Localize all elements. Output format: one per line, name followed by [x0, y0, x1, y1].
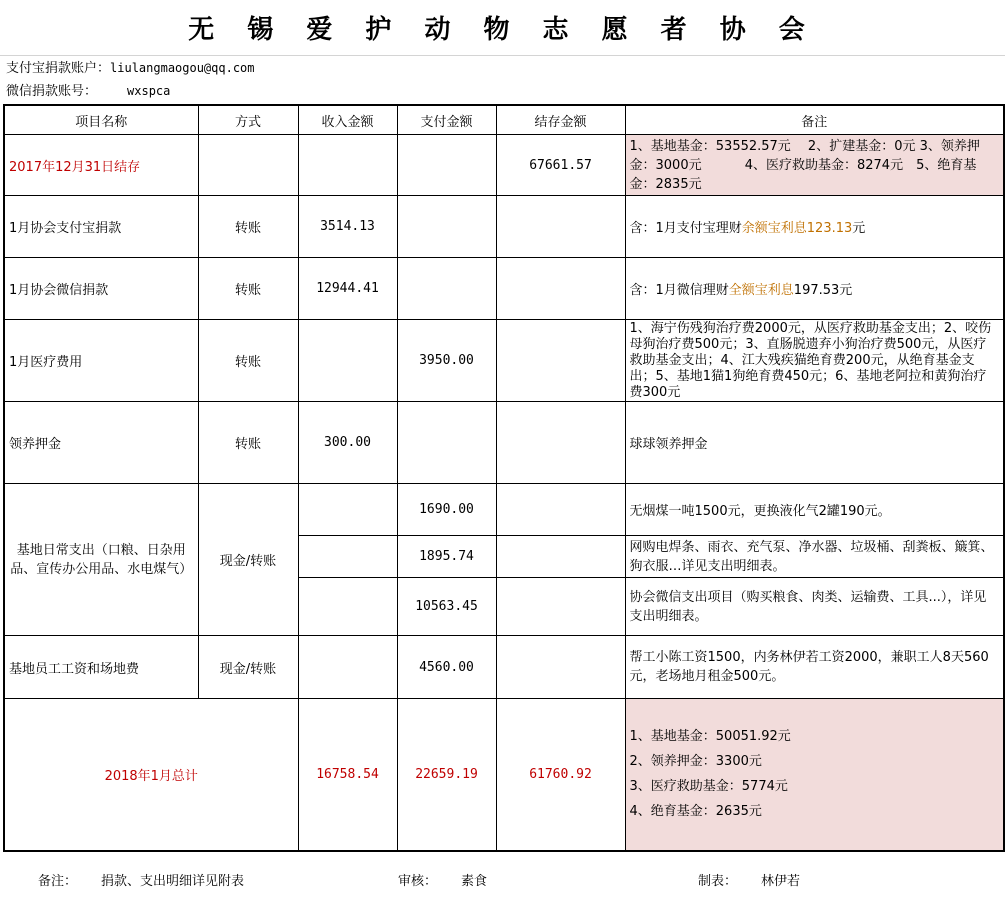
row-method: 现金/转账: [198, 484, 298, 636]
row-balance: [496, 536, 625, 578]
row-method: 转账: [198, 320, 298, 402]
total-expense: 22659.19: [397, 699, 496, 851]
row-note: [625, 258, 1004, 320]
row-name: 基地日常支出（口粮、日杂用品、宣传办公用品、水电煤气）: [4, 484, 198, 636]
row-name: 2017年12月31日结存: [4, 135, 198, 196]
footer-review: [398, 872, 487, 892]
row-balance: [496, 578, 625, 636]
table-row: [4, 636, 1004, 699]
row-income: 12944.41: [298, 258, 397, 320]
alipay-account: [6, 58, 255, 78]
row-note: [625, 196, 1004, 258]
alipay-label: 支付宝捐款账户：: [6, 61, 111, 76]
footer-note-value: 捐款、支出明细详见附表: [101, 874, 245, 889]
row-balance: [496, 196, 625, 258]
footer-maker-label: 制表：: [698, 874, 738, 889]
total-note: [625, 699, 1004, 851]
row-note: 球球领养押金: [625, 402, 1004, 484]
row-method: 转账: [198, 402, 298, 484]
table-row: [4, 402, 1004, 484]
row-expense: 10563.45: [397, 578, 496, 636]
wechat-account: [6, 81, 170, 101]
row-income: [298, 536, 397, 578]
row-name: 1月医疗费用: [4, 320, 198, 402]
footer-review-value: 素食: [461, 874, 488, 889]
row-method: 现金/转账: [198, 636, 298, 699]
row-income: [298, 484, 397, 536]
total-note-line: 3、医疗救助基金：5774元: [629, 779, 788, 795]
header-row: [4, 105, 1004, 135]
total-row: [4, 699, 1004, 851]
total-balance: 61760.92: [496, 699, 625, 851]
row-income: 3514.13: [298, 196, 397, 258]
row-note: 协会微信支出项目（购买粮食、肉类、运输费、工具...），详见支出明细表。: [625, 578, 1004, 636]
row-expense: [397, 135, 496, 196]
row-income: [298, 135, 397, 196]
row-note: 网购电焊条、雨衣、充气泵、净水器、垃圾桶、刮粪板、簸箕、狗衣服…详见支出明细表。: [625, 536, 1004, 578]
note-text: 含：1月微信理财: [629, 283, 729, 298]
row-expense: [397, 402, 496, 484]
row-income: 300.00: [298, 402, 397, 484]
note-text: 元: [852, 221, 866, 236]
header-note: 备注: [625, 105, 1004, 135]
row-expense: 1895.74: [397, 536, 496, 578]
row-name: 1月协会支付宝捐款: [4, 196, 198, 258]
row-income: [298, 320, 397, 402]
row-balance: [496, 484, 625, 536]
row-method: 转账: [198, 196, 298, 258]
total-note-line: 4、绝育基金：2635元: [629, 804, 762, 820]
row-balance: [496, 320, 625, 402]
row-income: [298, 578, 397, 636]
row-expense: 3950.00: [397, 320, 496, 402]
row-expense: [397, 258, 496, 320]
table-row: [4, 320, 1004, 402]
total-note-line: 1、基地基金：50051.92元: [629, 729, 791, 745]
row-balance: [496, 258, 625, 320]
table-row: [4, 135, 1004, 196]
page-title: 无 锡 爱 护 动 物 志 愿 者 协 会: [0, 0, 1005, 56]
footer-maker-value: 林伊若: [761, 874, 801, 889]
header-method: 方式: [198, 105, 298, 135]
row-name: 领养押金: [4, 402, 198, 484]
header-name: 项目名称: [4, 105, 198, 135]
footer-note: [38, 872, 244, 892]
wechat-value: wxspca: [127, 84, 171, 98]
table-row: [4, 258, 1004, 320]
footer-maker: [698, 872, 800, 892]
row-expense: [397, 196, 496, 258]
row-balance: [496, 636, 625, 699]
row-note: 1、海宁伤残狗治疗费2000元，从医疗救助基金支出；2、咬伤母狗治疗费500元；3、直肠脱遗弃小狗治疗费500元，从医疗救助基金支出；4、江大残疾猫绝育费200元，从绝育基金支出；5、基地1猫1狗绝育费450元；6、基地老阿拉和黄狗治疗费300元: [625, 320, 1004, 402]
row-note: 帮工小陈工资1500，内务林伊若工资2000，兼职工人8天560元，老场地月租金500元。: [625, 636, 1004, 699]
row-balance: 67661.57: [496, 135, 625, 196]
note-highlight: 余额宝利息123.13: [741, 221, 853, 236]
footer-note-label: 备注：: [38, 874, 78, 889]
row-name: 1月协会微信捐款: [4, 258, 198, 320]
header-income: 收入金额: [298, 105, 397, 135]
note-text: 含：1月支付宝理财: [629, 221, 742, 236]
row-balance: [496, 402, 625, 484]
table-row: [4, 196, 1004, 258]
total-name: 2018年1月总计: [4, 699, 298, 851]
row-method: [198, 135, 298, 196]
wechat-label: 微信捐款账号：: [6, 84, 98, 99]
row-income: [298, 636, 397, 699]
note-highlight: 全额宝利息: [728, 283, 794, 298]
row-note: 1、基地基金：53552.57元 2、扩建基金：0元 3、领养押金：3000元 4、医疗救助基金：8274元 5、绝育基金：2835元: [625, 135, 1004, 196]
row-name: 基地员工工资和场地费: [4, 636, 198, 699]
total-note-line: 2、领养押金：3300元: [629, 754, 762, 770]
row-expense: 1690.00: [397, 484, 496, 536]
ledger-table: [3, 104, 1005, 852]
row-note: 无烟煤一吨1500元，更换液化气2罐190元。: [625, 484, 1004, 536]
header-expense: 支付金额: [397, 105, 496, 135]
alipay-value: liulangmaogou@qq.com: [110, 61, 255, 75]
table-row: [4, 484, 1004, 536]
row-method: 转账: [198, 258, 298, 320]
row-expense: 4560.00: [397, 636, 496, 699]
total-income: 16758.54: [298, 699, 397, 851]
footer-review-label: 审核：: [398, 874, 438, 889]
note-text: 197.53元: [793, 283, 853, 298]
header-balance: 结存金额: [496, 105, 625, 135]
